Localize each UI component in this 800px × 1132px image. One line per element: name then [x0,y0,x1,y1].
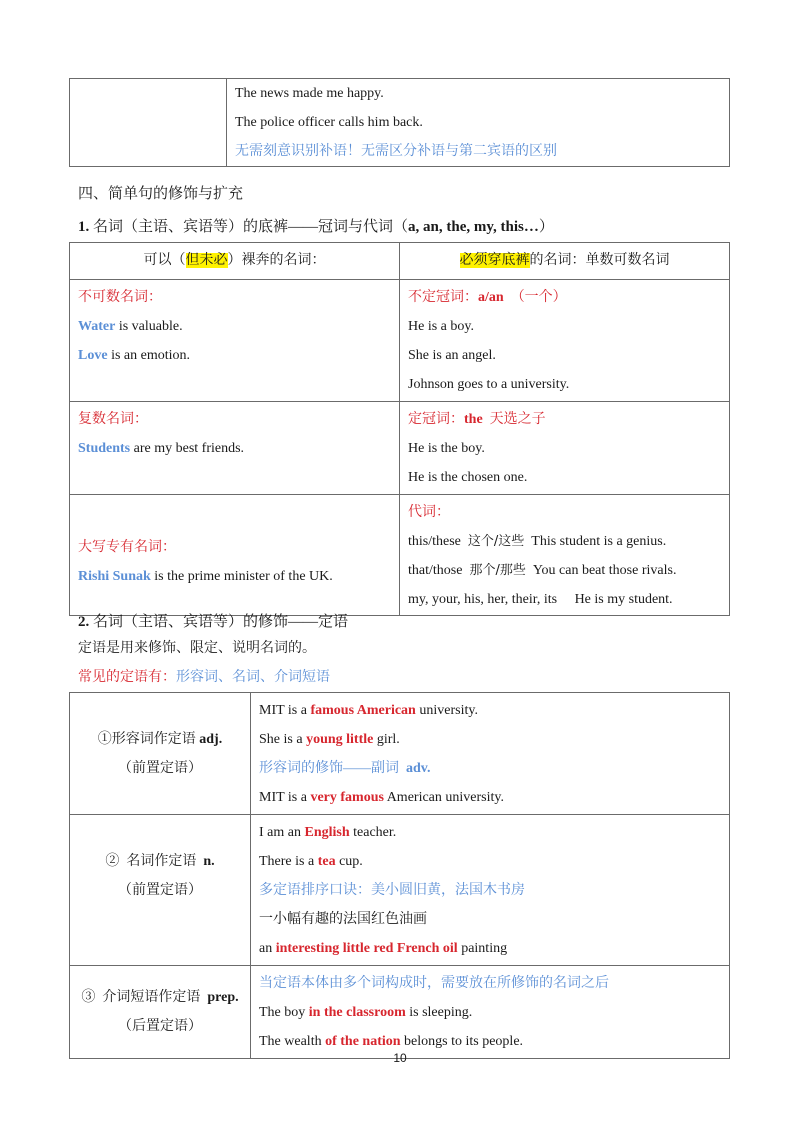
section-heading: 四、简单句的修饰与扩充 [78,186,244,202]
title-note: （一个） [510,290,567,305]
highlight-word: Love [78,348,108,363]
example-post: belongs to its people. [400,1034,524,1049]
pronoun-cn: 这个/这些 [467,534,525,549]
pronoun-cn: 那个/那些 [469,563,526,578]
pronoun-line [408,556,721,585]
label-line [70,725,250,754]
right-header-highlight: 必须穿底裤 [459,253,530,268]
note-line: 无需刻意识别补语！无需区分补语与第二宾语的区别 [235,144,557,159]
pronoun-sentence: He is my student. [574,592,673,607]
right-header-text: 的名词：单数可数名词 [529,253,670,268]
category-title: 代词： [408,505,450,520]
example-post: university. [415,703,478,718]
note-en: adv. [406,761,431,776]
label-en: prep. [207,990,239,1005]
pronoun-words: this/these [408,534,461,549]
examples-cell [251,693,730,815]
definition-text: 定语是用来修饰、限定、说明名词的。 [78,641,316,656]
articles-table [69,242,730,616]
position-label: （前置定语） [118,883,202,898]
examples-cell [251,966,730,1059]
pronoun-words: that/those [408,563,463,578]
example-line: He is a boy. [408,319,474,334]
subsection-number: 1. [78,219,90,235]
subsection-title-close: ） [538,219,554,235]
example-post: American university. [383,790,504,805]
note-line: 多定语排序口诀：美小圆旧黄，法国木书房 [259,883,525,898]
examples-cell [251,815,730,966]
example-line [259,783,721,812]
example-line: He is the boy. [408,441,485,456]
common-items: 形容词、名词、介词短语 [176,670,330,685]
top-continuation-table [69,78,730,167]
right-cell [400,402,730,495]
left-cell [70,280,400,402]
left-cell [70,402,400,495]
label-cell [70,966,251,1059]
example-post: girl. [373,732,400,747]
common-attributives [78,666,330,686]
position-label: （前置定语） [118,760,202,776]
label-cn: 名词作定语 [126,854,197,869]
right-header [400,243,730,280]
example-line: The police officer calls him back. [235,115,423,130]
subsection-heading-1 [78,215,554,236]
example-line [259,725,721,754]
example-rest: is the prime minister of the UK. [150,569,333,584]
title-en: the [464,412,483,427]
example-pre: The boy [259,1005,309,1020]
example-highlight: famous American [310,703,416,718]
example-line: She is an angel. [408,348,496,363]
example-line [78,312,391,341]
example-pre: The wealth [259,1034,326,1049]
example-line: He is the chosen one. [408,470,528,485]
example-line-cn: 一小幅有趣的法国红色油画 [259,912,427,927]
example-line: Johnson goes to a university. [408,377,570,392]
label-en: adj. [199,731,223,747]
label-line [70,847,250,876]
example-pre: MIT is a [259,703,311,718]
example-line [259,847,721,876]
highlight-word: Water [78,319,116,334]
label-en: n. [203,854,215,869]
left-header-text: 可以（ [143,253,186,268]
example-pre: There is a [259,854,318,869]
left-cell [70,495,400,616]
note-line [259,754,721,783]
empty-cell [70,79,227,167]
right-cell [400,495,730,616]
label-cn: ①形容词作定语 [97,731,196,747]
pronoun-line [408,585,721,614]
example-line [78,434,391,463]
left-header [70,243,400,280]
right-cell [400,280,730,402]
subsection-title-en: a, an, the, my, this… [408,219,539,235]
example-rest: is an emotion. [107,348,190,363]
example-line [78,341,391,370]
highlight-word: Students [78,441,131,456]
example-line [259,696,721,725]
example-pre: an [259,941,276,956]
label-line [70,983,250,1012]
pronoun-sentence: You can beat those rivals. [532,563,677,578]
category-title: 不可数名词： [78,290,162,305]
highlight-word: Rishi Sunak [78,569,151,584]
subsection-heading-2 [78,610,348,631]
example-line [259,934,721,963]
category-title: 复数名词： [78,412,148,427]
examples-cell [227,79,730,167]
label-cn: 介词短语作定语 [102,990,201,1005]
example-post: painting [457,941,508,956]
page-number: 10 [393,1051,407,1065]
example-pre: She is a [259,732,307,747]
note-line: 当定语本体由多个词构成时，需要放在所修饰的名词之后 [259,976,609,991]
subsection-number: 2. [78,614,90,630]
example-line [259,998,721,1027]
example-pre: I am an [259,825,305,840]
title-cn: 定冠词： [408,412,464,427]
attributive-table [69,692,730,1059]
category-title [408,283,721,312]
example-line: The news made me happy. [235,86,384,101]
pronoun-line [408,527,721,556]
example-line [259,818,721,847]
example-rest: is valuable. [115,319,183,334]
left-header-text: ）裸奔的名词： [227,253,326,268]
label-cell [70,815,251,966]
example-highlight: English [304,825,350,840]
note-cn: 形容词的修饰——副词 [259,761,399,776]
label-num: ③ [81,990,96,1005]
example-highlight: in the classroom [308,1005,406,1020]
position-label: （后置定语） [118,1019,202,1034]
example-highlight: very famous [310,790,384,805]
example-highlight: interesting little red French oil [275,941,458,956]
title-en: a/an [478,290,504,305]
pronoun-sentence: This student is a genius. [531,534,667,549]
example-post: teacher. [349,825,397,840]
common-label: 常见的定语有： [78,670,176,685]
subsection-title: 名词（主语、宾语等）的修饰——定语 [93,614,349,630]
category-title [408,405,721,434]
example-highlight: young little [306,732,374,747]
example-highlight: of the nation [325,1034,401,1049]
example-post: is sleeping. [405,1005,473,1020]
pronoun-words: my, your, his, her, their, its [408,592,558,607]
label-num: ② [105,854,120,869]
label-cell [70,693,251,815]
example-pre: MIT is a [259,790,311,805]
example-rest: are my best friends. [130,441,245,456]
title-note: 天选之子 [489,412,546,427]
left-header-highlight: 但未必 [185,253,228,268]
subsection-title: 名词（主语、宾语等）的底裤——冠词与代词（ [93,219,409,235]
example-post: cup. [335,854,363,869]
example-highlight: tea [317,854,336,869]
title-cn: 不定冠词： [408,290,478,305]
category-title: 大写专有名词： [78,540,176,555]
example-line [78,562,391,591]
